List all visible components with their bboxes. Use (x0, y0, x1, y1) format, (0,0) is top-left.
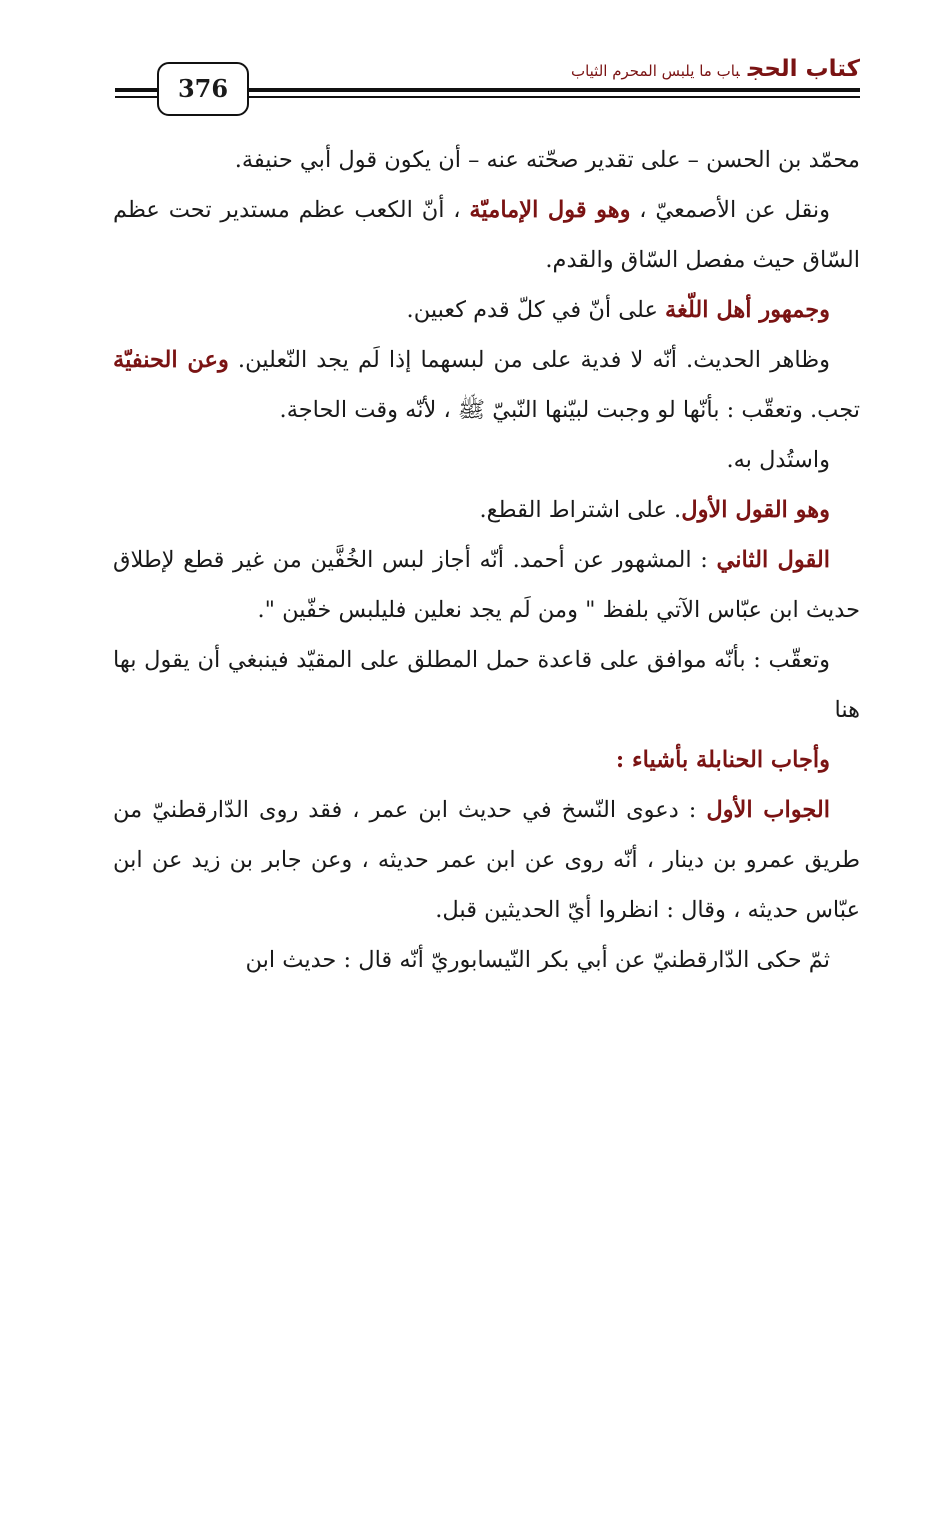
highlighted-text: وجمهور أهل اللّغة (665, 297, 830, 323)
highlighted-text: وهو القول الأول (681, 497, 830, 523)
page-body (113, 135, 860, 985)
paragraph-text: . على اشتراط القطع. (479, 497, 682, 523)
paragraph-text: واستُدل به. (726, 447, 830, 473)
paragraph (113, 535, 860, 635)
paragraph (113, 185, 860, 285)
paragraph-text: : دعوى النّسخ في حديث ابن عمر ، فقد روى الدّارقطنيّ من طريق عمرو بن دينار ، أنّه روى عن ابن عمر حديثه ، وعن جابر بن زيد عن ابن عبّاس حديثه ، وقال : انظروا أيّ الحديثين قبل. (113, 797, 860, 923)
paragraph-text: وظاهر الحديث. أنّه لا فدية على من لبسهما إذا لَم يجد النّعلين. (228, 347, 830, 373)
highlighted-text: القول الثاني (716, 547, 830, 573)
paragraph (113, 785, 860, 935)
paragraph-text: محمّد بن الحسن – على تقدير صحّته عنه – أن يكون قول أبي حنيفة. (234, 147, 860, 173)
paragraph-text: تجب. وتعقّب : بأنّها لو وجبت لبيّنها النّبيّ ﷺ ، لأنّه وقت الحاجة. (279, 397, 860, 423)
book-title: كتاب الحج (747, 56, 860, 82)
highlighted-text: وهو قول الإماميّة (469, 197, 631, 223)
highlighted-text: وعن الحنفيّة (113, 347, 229, 373)
paragraph (113, 285, 860, 335)
paragraph-text: : المشهور عن أحمد. أنّه أجاز لبس الخُفَّين من غير قطع لإطلاق حديث ابن عبّاس الآتي بلفظ " ومن لَم يجد نعلين فليلبس خفّين ". (113, 547, 860, 623)
paragraph-text: على أنّ في كلّ قدم كعبين. (406, 297, 666, 323)
chapter-title: باب ما يلبس المحرم الثياب (570, 62, 740, 80)
paragraph (113, 735, 860, 785)
paragraph-text: وتعقّب : بأنّه موافق على قاعدة حمل المطلق على المقيّد فينبغي أن يقول بها هنا (113, 647, 860, 723)
highlighted-text: الجواب الأول (706, 797, 830, 823)
paragraph-text: ، أنّ الكعب عظم مستدير تحت عظم السّاق حيث مفصل السّاق والقدم. (113, 197, 860, 273)
page-header (115, 50, 860, 120)
paragraph (113, 335, 860, 435)
header-title (571, 56, 860, 82)
paragraph (113, 485, 860, 535)
paragraph (113, 135, 860, 185)
paragraph-text: ثمّ حكى الدّارقطنيّ عن أبي بكر النّيسابوريّ أنّه قال : حديث ابن (245, 947, 830, 973)
paragraph-text: ونقل عن الأصمعيّ ، (630, 197, 830, 223)
paragraph (113, 435, 860, 485)
page-number: 376 (157, 62, 249, 116)
paragraph (113, 935, 860, 985)
paragraph (113, 635, 860, 735)
highlighted-text: وأجاب الحنابلة بأشياء : (615, 747, 830, 773)
